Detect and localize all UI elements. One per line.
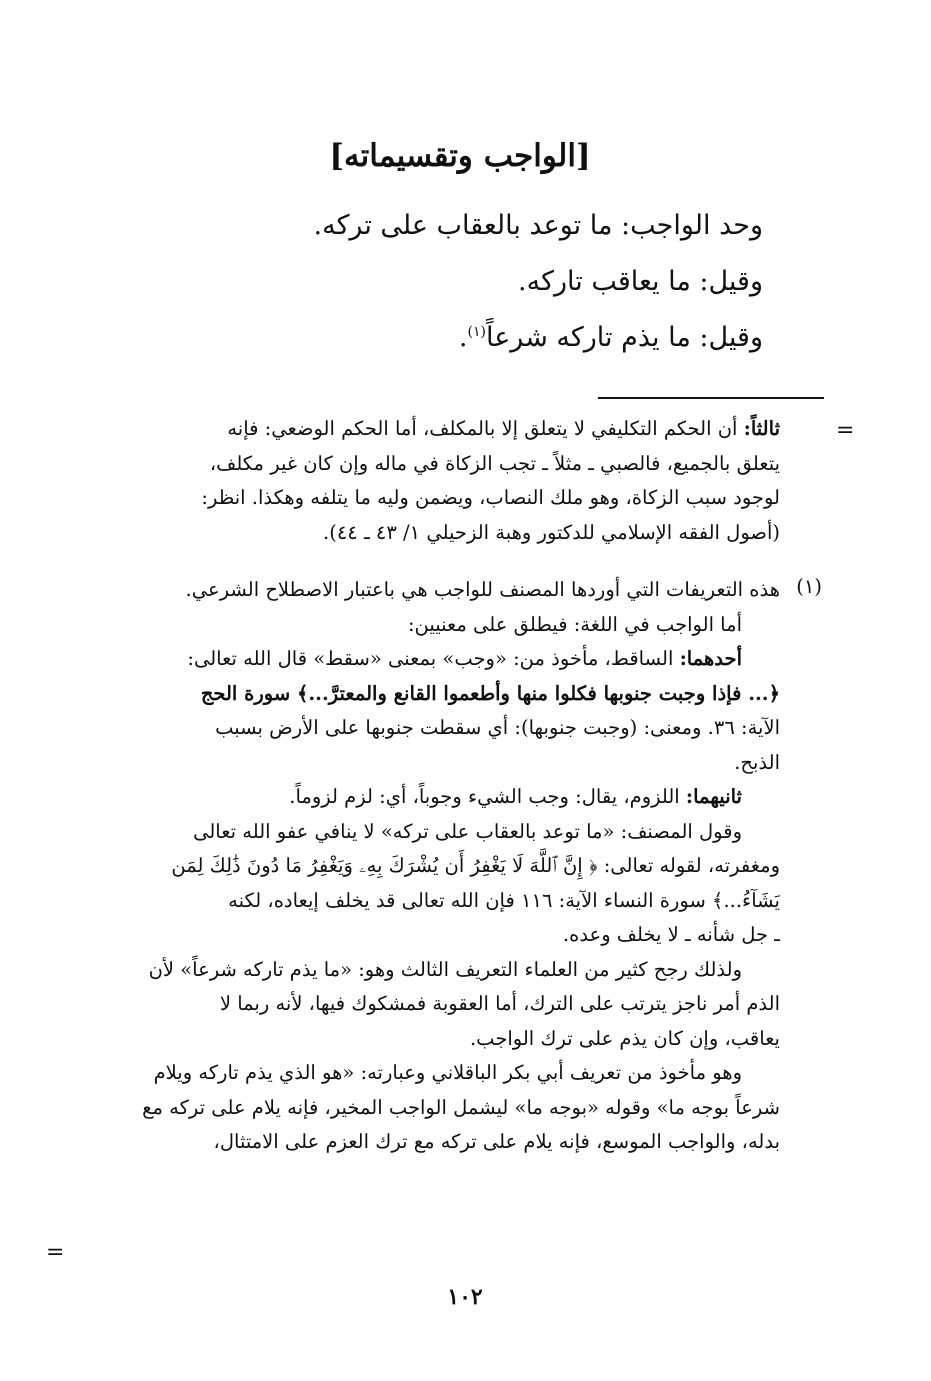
footnote-line: أحدهما: الساقط، مأخوذ من: «وجب» بمعنى «سقط» قال الله تعالى:: [187, 647, 742, 670]
footnote-number: (١): [796, 575, 822, 598]
footnote-continued: [98, 412, 780, 550]
page-number: ١٠٢: [447, 1284, 483, 1310]
footnote-1: [98, 573, 780, 1160]
main-definition-line: وقيل: ما يعاقب تاركه.: [518, 266, 763, 297]
continuation-mark: =: [46, 1240, 65, 1265]
footnote-line: ﴿... فإذا وجبت جنوبها فكلوا منها وأطعموا القانع والمعترَّ...﴾ سورة الحج: [200, 681, 780, 705]
footnote-line: يتعلق بالجميع، فالصبي ـ مثلاً ـ تجب الزكاة في ماله وإن كان غير مكلف،: [209, 451, 780, 475]
footnote-line: وهو مأخوذ من تعريف أبي بكر الباقلاني وعبارته: «هو الذي يذم تاركه ويلام: [153, 1061, 742, 1084]
footnote-line: (أصول الفقه الإسلامي للدكتور وهبة الزحيلي ١/ ٤٣ ـ ٤٤).: [323, 520, 780, 544]
footnote-line: هذه التعريفات التي أوردها المصنف للواجب هي باعتبار الاصطلاح الشرعي.: [185, 578, 780, 601]
footnote-line: الآية: ٣٦. ومعنى: (وجبت جنوبها): أي سقطت جنوبها على الأرض بسبب: [215, 716, 780, 739]
footnote-line: ـ جل شأنه ـ لا يخلف وعده.: [562, 923, 780, 946]
continuation-mark: =: [836, 418, 855, 443]
footnote-reference: (١): [467, 324, 486, 340]
footnote-line: الذبح.: [734, 750, 780, 774]
footnote-line: شرعاً بوجه ما» وقوله «بوجه ما» ليشمل الواجب المخير، فإنه يلام على تركه مع: [142, 1095, 780, 1119]
footnote-line: ولذلك رجح كثير من العلماء التعريف الثالث وهو: «ما يذم تاركه شرعاً» لأن: [148, 957, 742, 981]
footnote-line: يعاقب، وإن كان يذم على ترك الواجب.: [469, 1026, 780, 1050]
footnote-separator: [598, 397, 824, 399]
footnote-line: بدله، والواجب الموسع، فإنه يلام على تركه مع ترك العزم على الامتثال،: [213, 1130, 780, 1153]
footnote-line: لوجود سبب الزكاة، وهو ملك النصاب، ويضمن وليه ما يتلفه وهكذا. انظر:: [201, 486, 780, 509]
footnote-line: وقول المصنف: «ما توعد بالعقاب على تركه» لا ينافي عفو الله تعالى: [193, 819, 742, 843]
footnote-line: أما الواجب في اللغة: فيطلق على معنيين:: [407, 612, 742, 636]
section-title: [الواجب وتقسيماته]: [329, 138, 591, 174]
footnote-line: ثانيهما: اللزوم، يقال: وجب الشيء وجوباً، أي: لزم لزوماً.: [289, 785, 742, 808]
footnote-line: يَشَآءُ...﴾ سورة النساء الآية: ١١٦ فإن الله تعالى قد يخلف إيعاده، لكنه: [228, 888, 780, 912]
footnote-line: ثالثاً: أن الحكم التكليفي لا يتعلق إلا بالمكلف، أما الحكم الوضعي: فإنه: [227, 417, 780, 440]
footnote-line: ومغفرته، لقوله تعالى: ﴿ إِنَّ ٱللَّهَ لَا يَغْفِرُ أَن يُشْرَكَ بِهِۦ وَيَغْفِرُ مَا دُونَ ذَٰلِكَ لِمَن: [171, 854, 780, 877]
footnote-line: الذم أمر ناجز يترتب على الترك، أما العقوبة فمشكوك فيها، لأنه ربما لا: [219, 992, 780, 1015]
main-definition-line: وقيل: ما يذم تاركه شرعاً$^{(١)}$.: [458, 322, 763, 353]
main-definition-line: وحد الواجب: ما توعد بالعقاب على تركه.: [313, 210, 763, 241]
